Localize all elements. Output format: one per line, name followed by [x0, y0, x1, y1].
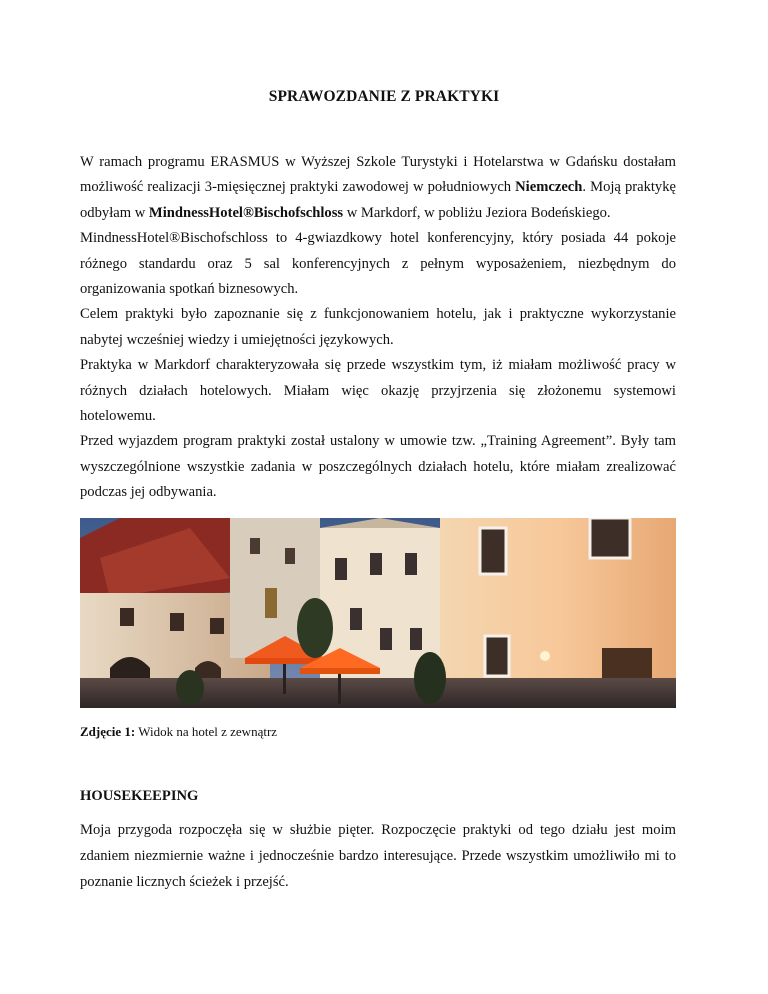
intro-p1-country: Niemczech: [515, 179, 583, 196]
intro-paragraph-4: Praktyka w Markdorf charakteryzowała się przede wszystkim tym, iż miałam możliwość pracy w różnych działach hotelowych. Miałam więc okazję przyjrzenia się złożonemu systemowi hotelowemu.: [80, 357, 676, 425]
intro-p1-text-a: W ramach programu ERASMUS w Wyższej Szkole Turystyki i Hotelarstwa w Gdańsku dostałam możliwość realizacji 3-mięsięcznej praktyki zawodowej w południowych: [80, 154, 676, 196]
intro-section: [80, 150, 676, 506]
hotel-exterior-photo: [80, 518, 676, 708]
document-title: SPRAWOZDANIE Z PRAKTYKI: [268, 88, 500, 105]
intro-paragraph-1: [80, 150, 676, 226]
housekeeping-section: [80, 817, 676, 895]
photo-caption: [80, 724, 277, 740]
housekeeping-paragraph-1: Moja przygoda rozpoczęła się w służbie pięter. Rozpoczęcie praktyki od tego działu jest moim zdaniem niezmiernie ważne i jednocześnie bardzo interesujące. Przede wszystkim umożliwiło mi to poznanie licznych ścieżek i przejść.: [80, 822, 676, 890]
caption-label: Zdjęcie 1:: [80, 724, 136, 739]
intro-paragraph-3: Celem praktyki było zapoznanie się z funkcjonowaniem hotelu, jak i praktyczne wykorzystanie nabytej wcześniej wiedzy i umiejętności językowych.: [80, 306, 676, 348]
intro-p1-text-c: w Markdorf, w pobliżu Jeziora Bodeńskiego.: [343, 204, 611, 221]
intro-paragraph-5: Przed wyjazdem program praktyki został ustalony w umowie tzw. „Training Agreement”. Były tam wyszczególnione wszystkie zadania w poszczególnych działach hotelu, które miałam zrealizować podczas jej odbywania.: [80, 433, 676, 501]
section-heading-housekeeping: HOUSEKEEPING: [80, 788, 199, 804]
intro-p1-hotel-name: MindnessHotel®Bischofschloss: [148, 204, 344, 221]
intro-p1-text-b: . Moją praktykę odbyłam w: [80, 179, 676, 221]
caption-text: Widok na hotel z zewnątrz: [135, 724, 278, 739]
intro-paragraph-2: MindnessHotel®Bischofschloss to 4-gwiazdkowy hotel konferencyjny, który posiada 44 pokoje różnego standardu oraz 5 sal konferencyjnych z pełnym wyposażeniem, niezbędnym do organizowania spotkań biznesowych.: [80, 230, 676, 298]
